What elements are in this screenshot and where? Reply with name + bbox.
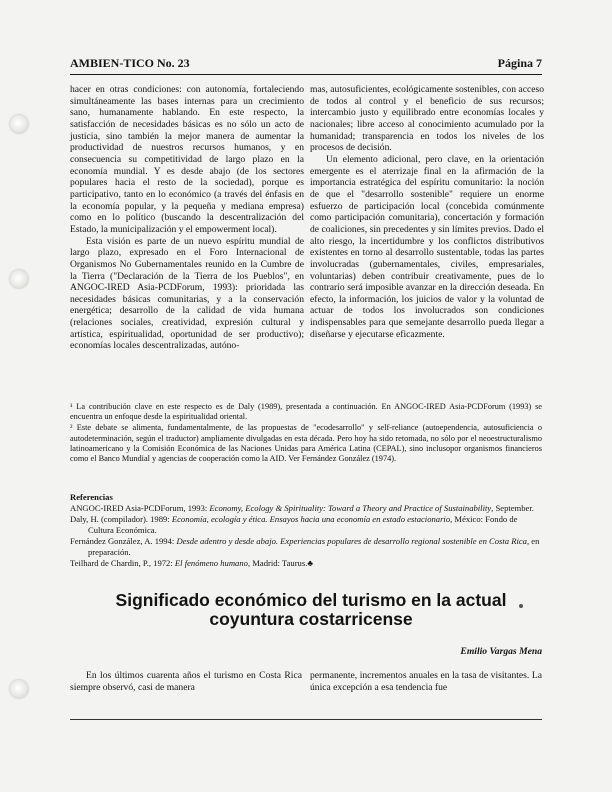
left-paragraph-2: Esta visión es parte de un nuevo espíritu mundial de largo plazo, expresado en el Foro Internacional de Organismos No Gubernamentales reunido en la Cumbre de la Tierra ("Declaración de la Tierra de los Pueblos", en ANGOC-IRED Asia-PCDForum, 1993): prioridada las necesidades básicas comunitarias, y a la conservación energética; desarrollo de la calidad de vida humana (relaciones sociales, creatividad, expresión cultural y artística, espiritualidad, oportunidad de ser productivo); economías locales descentralizadas, autóno-	[70, 235, 304, 352]
article-author: Emilio Vargas Mena	[460, 646, 542, 657]
right-paragraph-1: mas, autosuficientes, ecológicamente sostenibles, con acceso de todos al control y el beneficio de sus recursos; intercambio justo y equilibrado entre economías locales y nacionales; libre acceso al conocimiento acumulado por la humanidad; transparencia en todos los niveles de los procesos de decisión.	[310, 84, 544, 154]
magazine-issue: AMBIEN-TICO No. 23	[70, 56, 190, 70]
bottom-rule	[70, 719, 542, 720]
footnote-2: ² Este debate se alimenta, fundamentalmente, de las propuestas de "ecodesarrollo" y self-reliance (autoependencia, autosuficiencia o autodeterminación, según el traductor) ampliamente divulgadas en esta década. Pero hoy ha sido retomada, no sólo por el neoestructuralismo latinoamericano y la Comisión Económica de las Naciones Unidas para América Latina (CEPAL), sino inclusopor organismos financieros como el Banco Mundial y agencias de cooperación como la AID. Ver Fernández González (1974).	[70, 423, 542, 464]
article-left-text: En los últimos cuarenta años el turismo en Costa Rica siempre observó, casi de manera	[70, 670, 302, 693]
reference-item: Fernández González, A. 1994: Desde adentro y desde abajo. Experiencias populares de desarrollo regional sostenible en Costa Rica, en preparación.	[70, 536, 540, 557]
footnotes	[70, 402, 542, 465]
binder-hole-middle	[10, 270, 28, 288]
references-heading: Referencias	[70, 492, 113, 502]
left-paragraph-1: hacer en otras condiciones: con autonomía, fortaleciendo simultáneamente las bases internas para un crecimiento sano, humanamente hablando. En este respecto, la satisfacción de necesidades básicas es no sólo un acto de justicia, sino también la mejor manera de aumentar la productividad de nuestros recursos humanos, y en consecuencia su competitividad de largo plazo en la economía mundial. Y es desde abajo (de los sectores populares hacia el resto de la sociedad), porque es participativo, tanto en lo económico (a través del énfasis en la economía popular, y la pequeña y mediana empresa) como en lo político (buscando la descentralización del Estado, la municipalización y el empowerment local).	[70, 84, 304, 235]
article-right-column	[310, 670, 542, 693]
article-left-column	[70, 670, 302, 693]
article-right-text: permanente, incrementos anuales en la tasa de visitantes. La única excepción a esa tendencia fue	[310, 670, 542, 693]
references-list	[70, 503, 542, 569]
right-column	[310, 84, 544, 340]
reference-item: Teilhard de Chardin, P., 1972: El fenómeno humano, Madrid: Taurus.♣	[70, 558, 313, 569]
article-title: Significado económico del turismo en la actual coyuntura costarricense	[115, 590, 507, 629]
header-rule	[70, 74, 542, 75]
footnote-1: ¹ La contribución clave en este respecto es de Daly (1989), presentada a continuación. En ANGOC-IRED Asia-PCDForum (1993) se encuentra un enfoque desde la espiritualidad oriental.	[70, 402, 542, 422]
reference-item: Daly, H. (compilador). 1989: Economía, ecología y ética. Ensayos hacia una economía en estado estacionario, México: Fondo de Cultura Económica.	[70, 514, 518, 535]
right-paragraph-2: Un elemento adicional, pero clave, en la orientación emergente es el aterrizaje final en la afirmación de la importancia estratégica del espíritu comunitario: la noción de que el "desarrollo sostenible" requiere un enorme esfuerzo de participación local (concebida comúnmente como participación comunitaria), concertación y formación de coaliciones, sin precedentes y sin límites previos. Dado el alto riesgo, la incertidumbre y los conflictos distributivos existentes en torno al desarrollo sustentable, todas las partes involucradas (gubernamentales, civiles, empresariales, voluntarias) deben contribuir creativamente, pues de lo contrario será imposible avanzar en la dirección deseada. En efecto, la información, los juicios de valor y la voluntad de actuar de todos los involucrados son condiciones indispensables para que semejante desarrollo pueda llegar a diseñarse y ejecutarse eficazmente.	[310, 153, 544, 340]
binder-hole-bottom	[10, 680, 28, 698]
running-header	[70, 56, 542, 71]
left-column	[70, 84, 304, 352]
binder-hole-top	[10, 115, 28, 133]
page-number: Página 7	[497, 56, 542, 70]
reference-item: ANGOC-IRED Asia-PCDForum, 1993: Economy, Ecology & Spirituality: Toward a Theory and Practice of Sustainability, September.	[70, 503, 534, 513]
